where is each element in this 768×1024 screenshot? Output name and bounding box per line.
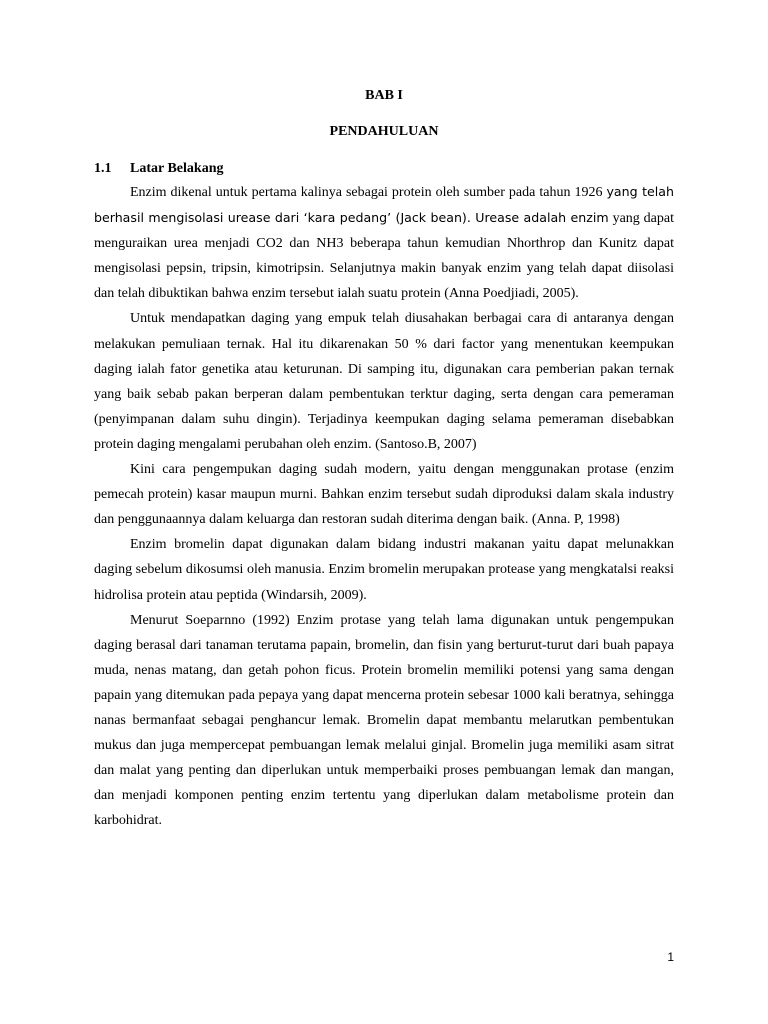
chapter-number: BAB I [365,88,403,103]
paragraph: Kini cara pengempukan daging sudah modern, yaitu dengan menggunakan protase (enzim pemecah protein) kasar maupun murni. Bahkan enzim tersebut sudah diproduksi dalam skala industry dan penggunaannya dalam keluarga dan restoran sudah diterima dengan baik. (Anna. P, 1998) [94,462,674,528]
page-number: 1 [667,950,674,964]
paragraph-alt-font-run: yang telah berhasil mengisolasi urease dari ‘kara pedang’ (Jack bean). Urease adalah enzim [94,184,675,226]
chapter-title: PENDAHULUAN [329,124,439,139]
section-number: 1.1 [94,161,112,176]
paragraph [94,179,674,306]
paragraph-rest: yang dapat menguraikan urea menjadi CO2 dan NH3 beberapa tahun kemudian Nhorthrop dan Kunitz dapat mengisolasi pepsin, tripsin, kimotripsin. Selanjutnya makin banyak enzim yang telah dapat diisolasi dan telah dibuktikan bahwa enzim tersebut ialah suatu protein (Anna Poedjiadi, 2005). [94,211,675,302]
section-title: Latar Belakang [130,161,224,176]
body-text [94,179,674,833]
paragraph-lead: Enzim dikenal untuk pertama kalinya sebagai protein oleh sumber pada tahun 1926 [130,185,603,200]
paragraph: Untuk mendapatkan daging yang empuk telah diusahakan berbagai cara di antaranya dengan melakukan pemuliaan ternak. Hal itu dikarenakan 50 % dari factor yang menentukan keempukan daging ialah fator genetika atau keturunan. Di samping itu, digunakan cara pemberian pakan ternak yang baik sebab pakan berperan dalam pembentukan terktur daging, serta dengan cara pemeraman (penyimpanan dalam suhu dingin). Terjadinya keempukan daging selama pemeraman disebabkan protein daging mengalami perubahan oleh enzim. (Santoso.B, 2007) [94,311,674,452]
paragraph: Enzim bromelin dapat digunakan dalam bidang industri makanan yaitu dapat melunakkan daging sebelum dikosumsi oleh manusia. Enzim bromelin merupakan protease yang mengkatalsi reaksi hidrolisa protein atau peptida (Windarsih, 2009). [94,537,674,603]
section-heading [94,161,223,177]
paragraph: Menurut Soeparnno (1992) Enzim protase yang telah lama digunakan untuk pengempukan daging berasal dari tanaman terutama papain, bromelin, dan fisin yang berturut-turut dari buah papaya muda, nenas matang, dan getah pohon ficus. Protein bromelin memiliki potensi yang sama dengan papain yang ditemukan pada pepaya yang dapat mencerna protein sebesar 1000 kali beratnya, sehingga nanas bermanfaat sebagai penghancur lemak. Bromelin dapat membantu melarutkan pembentukan mukus dan juga mempercepat pembuangan lemak melalui ginjal. Bromelin juga memiliki asam sitrat dan malat yang penting dan diperlukan untuk memperbaiki proses pembuangan lemak dan mangan, dan menjadi komponen penting enzim tertentu yang diperlukan dalam metabolisme protein dan karbohidrat. [94,612,674,829]
